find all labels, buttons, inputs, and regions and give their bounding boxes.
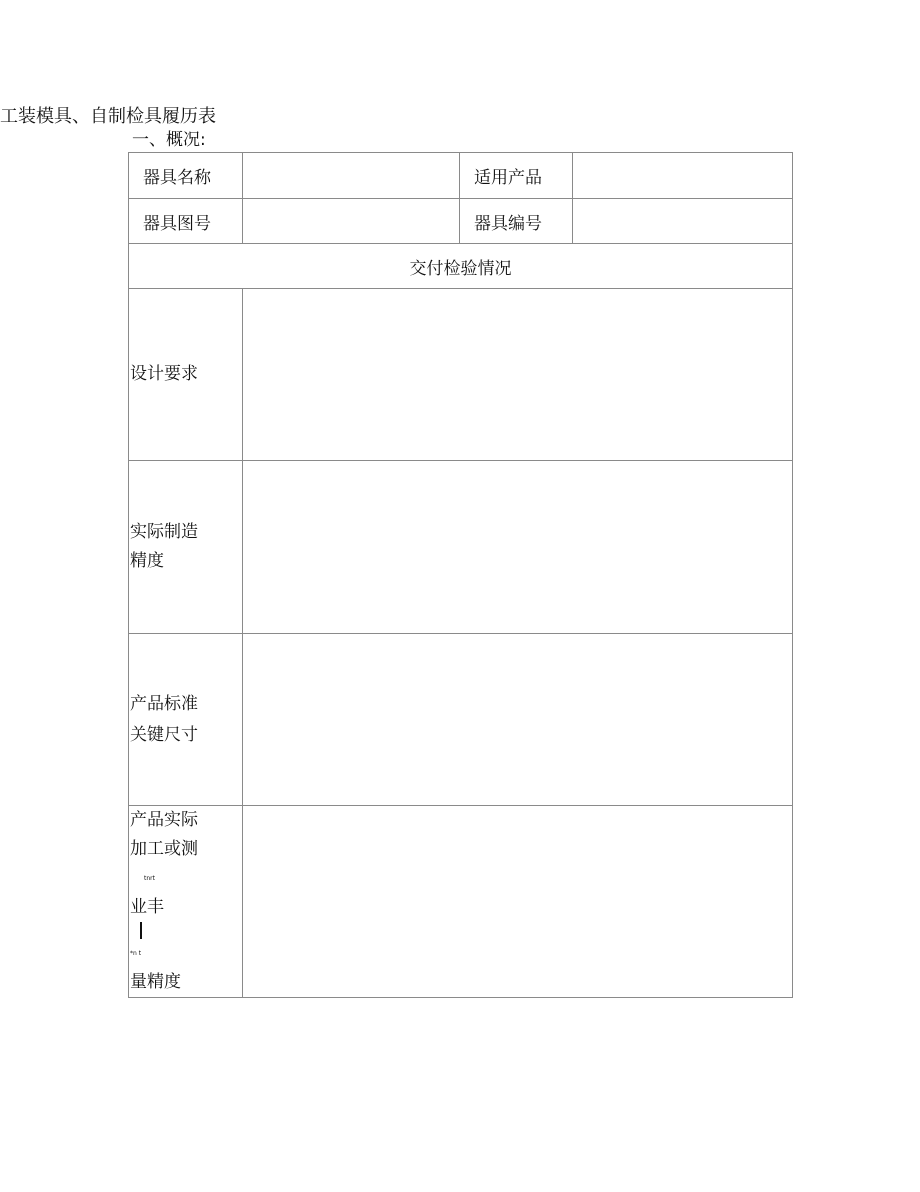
vertical-bar-mark: [140, 922, 142, 939]
noise-fragment: tnrt: [144, 875, 155, 882]
value-drawing-number[interactable]: [243, 199, 460, 244]
label-line: 关键尺寸: [130, 724, 198, 745]
table-row: [129, 806, 793, 998]
label-line: 设计要求: [130, 364, 198, 384]
label-line: 精度: [130, 551, 164, 571]
label-line: 量精度: [130, 972, 181, 992]
document-title: 工装模具、自制检具履历表: [0, 106, 216, 127]
label-line: 产品实际: [130, 810, 198, 830]
noise-fragment: *n t: [130, 950, 142, 957]
label-line: 加工或测: [130, 839, 198, 859]
table-row: [129, 244, 793, 289]
label-drawing-number: 器具图号: [129, 199, 243, 244]
ocr-noise-line: [130, 864, 242, 968]
label-actual-manufacturing-precision: [129, 461, 243, 634]
value-applicable-product[interactable]: [573, 153, 793, 199]
table-row: [129, 199, 793, 244]
label-applicable-product: 适用产品: [460, 153, 573, 199]
noise-fragment: 业丰: [130, 897, 164, 917]
table-row: [129, 289, 793, 461]
value-product-key-dimensions[interactable]: [243, 634, 793, 806]
value-fixture-number[interactable]: [573, 199, 793, 244]
label-fixture-name: 器具名称: [129, 153, 243, 199]
value-fixture-name[interactable]: [243, 153, 460, 199]
value-actual-manufacturing-precision[interactable]: [243, 461, 793, 634]
label-product-actual-precision: [129, 806, 243, 998]
table-row: [129, 461, 793, 634]
label-fixture-number: 器具编号: [460, 199, 573, 244]
label-design-requirements: [129, 289, 243, 461]
value-design-requirements[interactable]: [243, 289, 793, 461]
label-line: 实际制造: [130, 522, 198, 542]
tooling-record-table: [128, 152, 793, 998]
table-row: [129, 153, 793, 199]
section-heading: 一、概况:: [132, 130, 206, 150]
label-line: 产品标准: [130, 693, 198, 714]
label-product-key-dimensions: [129, 634, 243, 806]
value-product-actual-precision[interactable]: [243, 806, 793, 998]
table-row: [129, 634, 793, 806]
delivery-inspection-banner: 交付检验情况: [129, 244, 793, 289]
